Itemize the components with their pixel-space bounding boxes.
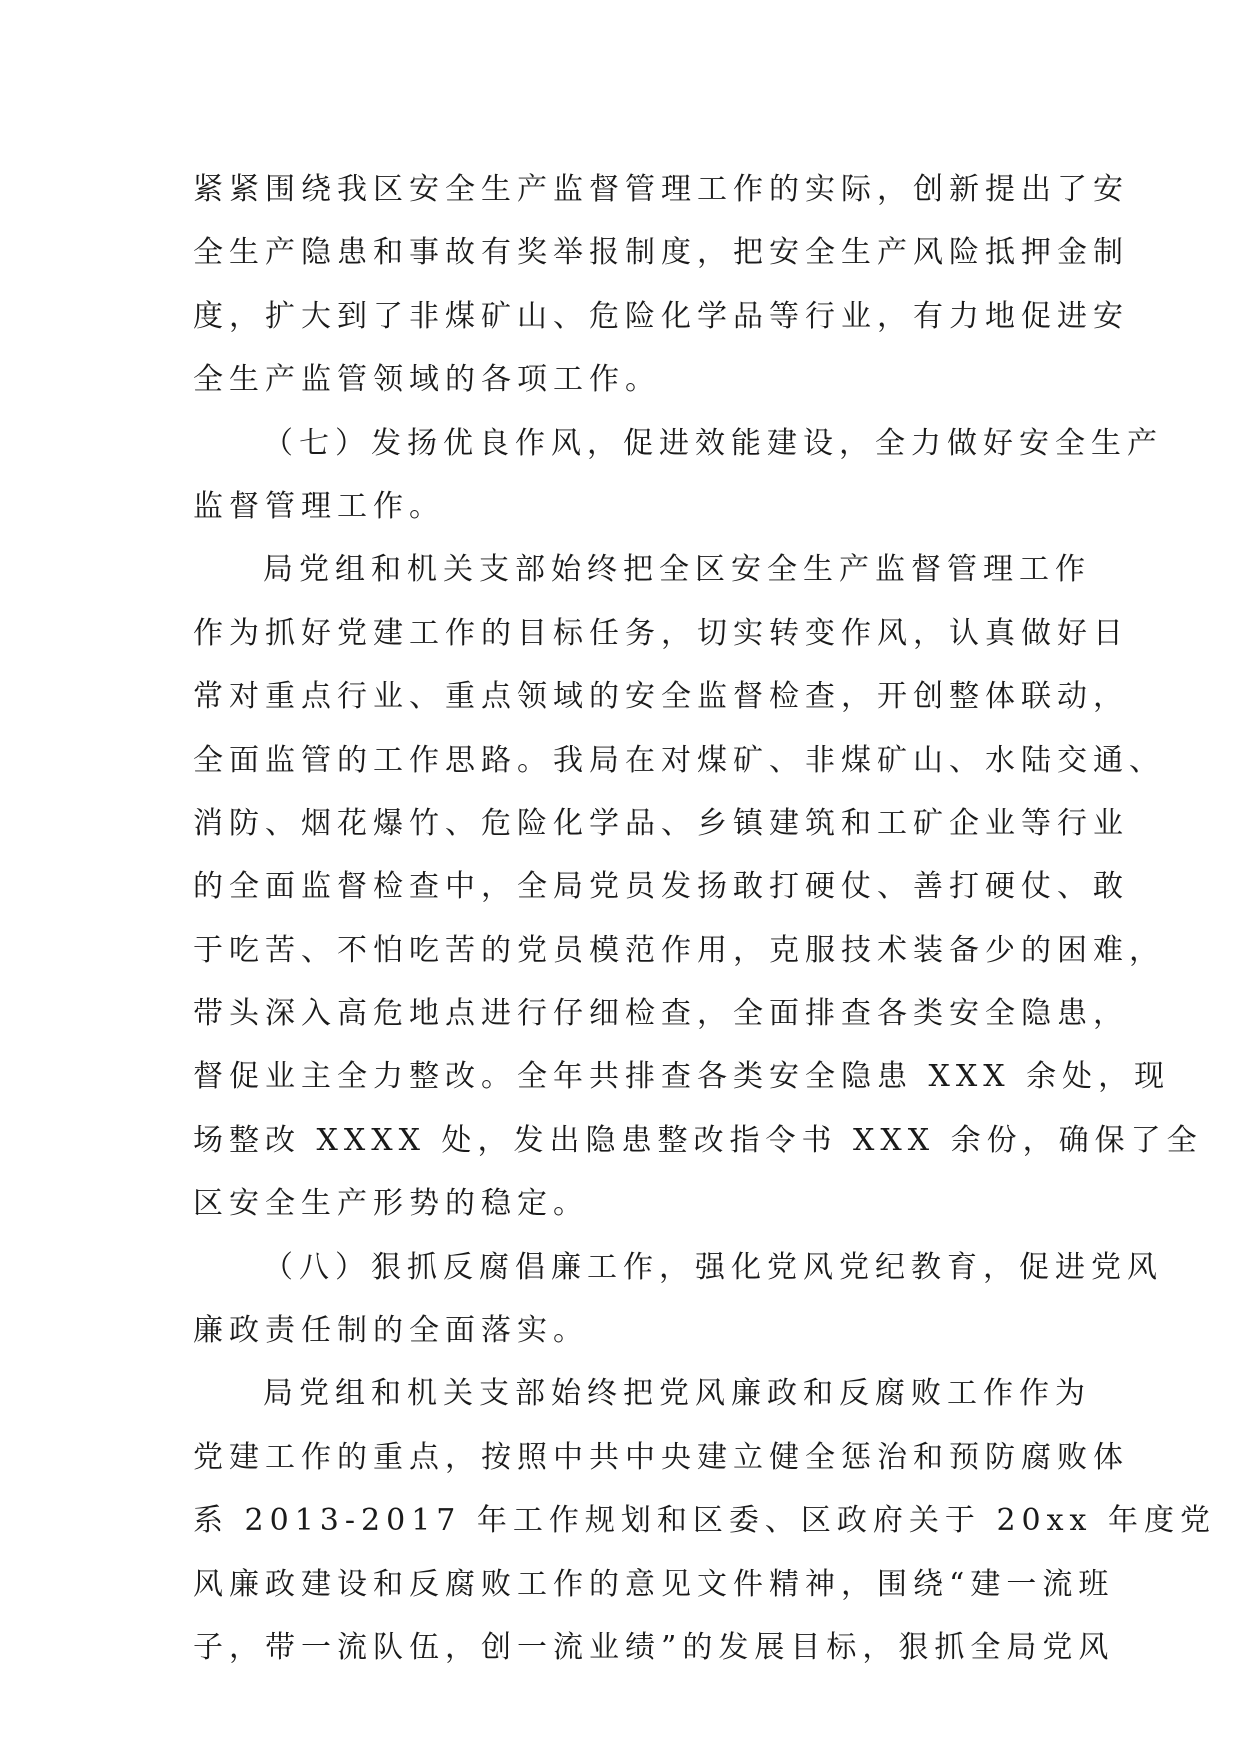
text-line: 度，扩大到了非煤矿山、危险化学品等行业，有力地促进安	[193, 298, 1129, 334]
text-line: 党建工作的重点，按照中共中央建立健全惩治和预防腐败体	[193, 1439, 1129, 1475]
text-line: 子，带一流队伍，创一流业绩”的发展目标，狠抓全局党风	[193, 1629, 1115, 1665]
paragraph-start-line: 局党组和机关支部始终把党风廉政和反腐败工作作为	[263, 1376, 1091, 1412]
text-line: 常对重点行业、重点领域的安全监督检查，开创整体联动，	[193, 679, 1129, 715]
text-line: 全面监管的工作思路。我局在对煤矿、非煤矿山、水陆交通、	[193, 742, 1165, 778]
text-line: 带头深入高危地点进行仔细检查，全面排查各类安全隐患，	[193, 996, 1129, 1032]
text-line: 场整改 XXXX 处，发出隐患整改指令书 XXX 余份，确保了全	[193, 1122, 1203, 1158]
section-heading-line: （八）狠抓反腐倡廉工作，强化党风党纪教育，促进党风	[263, 1249, 1163, 1285]
paragraph-start-line: 局党组和机关支部始终把全区安全生产监督管理工作	[263, 552, 1091, 588]
section-heading-line: （七）发扬优良作风，促进效能建设，全力做好安全生产	[263, 425, 1163, 461]
text-line: 风廉政建设和反腐败工作的意见文件精神，围绕“建一流班	[193, 1566, 1115, 1602]
text-line: 消防、烟花爆竹、危险化学品、乡镇建筑和工矿企业等行业	[193, 805, 1129, 841]
text-line: 督促业主全力整改。全年共排查各类安全隐患 XXX 余处，现	[193, 1059, 1171, 1095]
text-line: 于吃苦、不怕吃苦的党员模范作用，克服技术装备少的困难，	[193, 932, 1165, 968]
text-line: 全生产隐患和事故有奖举报制度，把安全生产风险抵押金制	[193, 235, 1129, 271]
section-heading-line: 廉政责任制的全面落实。	[193, 1313, 589, 1349]
text-line: 系 2013-2017 年工作规划和区委、区政府关于 20xx 年度党	[193, 1503, 1216, 1539]
text-line: 全生产监管领域的各项工作。	[193, 362, 661, 398]
body-text	[193, 158, 1216, 1679]
text-line: 的全面监督检查中，全局党员发扬敢打硬仗、善打硬仗、敢	[193, 869, 1129, 905]
section-heading-line: 监督管理工作。	[193, 488, 445, 524]
text-line: 区安全生产形势的稳定。	[193, 1186, 589, 1222]
text-line: 作为抓好党建工作的目标任务，切实转变作风，认真做好日	[193, 615, 1129, 651]
text-line: 紧紧围绕我区安全生产监督管理工作的实际，创新提出了安	[193, 172, 1129, 207]
